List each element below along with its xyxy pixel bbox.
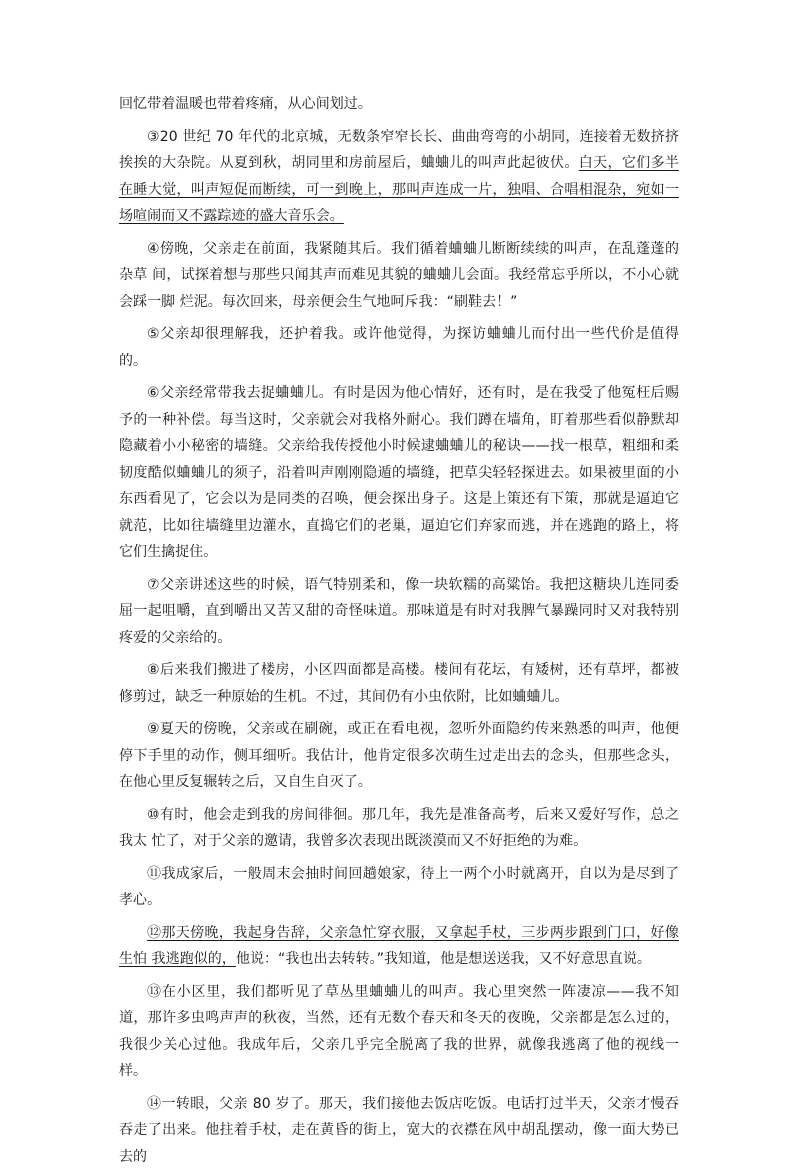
- document-page: [119, 91, 679, 1176]
- paragraph-text: ⑭一转眼，父亲 80 岁了。那天，我们接他去饭店吃饭。电话打过半天，父亲才慢吞吞走了出来。他拄着手杖，走在黄昏的街上，宽大的衣襟在风中胡乱摆动，像一面大势已去的: [119, 1095, 679, 1165]
- paragraph-text: ⑪我成家后，一般周末会抽时间回趟娘家，待上一两个小时就离开，自以为是尽到了孝心。: [119, 865, 679, 908]
- paragraph-text: ⑩有时，他会走到我的房间徘徊。那几年，我先是准备高考，后来又爱好写作，总之我太 忙了，对于父亲的邀请，我曾多次表现出既淡漠而又不好拒绝的为难。: [119, 806, 679, 849]
- paragraph-12: [119, 920, 679, 973]
- paragraph-text: ③20 世纪 70 年代的北京城，无数条窄窄长长、曲曲弯弯的小胡同，连接着无数挤挤挨挨的大杂院。从夏到秋，胡同里和房前屋后，蛐蛐儿的叫声此起彼伏。: [119, 128, 679, 171]
- paragraph-5: [119, 321, 679, 374]
- paragraph-14: [119, 1091, 679, 1171]
- paragraph-intro-tail: [119, 91, 679, 118]
- paragraph-13: [119, 979, 679, 1085]
- paragraph-7: [119, 572, 679, 652]
- paragraph-6: [119, 380, 679, 566]
- underlined-sentence: 我起身告辞，父亲急忙穿衣服，又拿起手杖，三步两步跟到门口，好像生怕 我逃跑似的，: [119, 924, 679, 967]
- paragraph-text: ⑤父亲却很理解我，还护着我。或许他觉得，为探访蛐蛐儿而付出一些代价是值得的。: [119, 326, 679, 369]
- paragraph-8: [119, 657, 679, 710]
- paragraph-text: ⑨夏天的傍晚，父亲或在刷碗，或正在看电视，忽听外面隐约传来熟悉的叫声，他便停下手里的动作，侧耳细听。我估计，他肯定很多次萌生过走出去的念头，但那些念头，在他心里反复辗转之后，又自生自灭了。: [119, 721, 679, 790]
- paragraph-11: [119, 861, 679, 914]
- paragraph-text: ④傍晚，父亲走在前面，我紧随其后。我们循着蛐蛐儿断断续续的叫声，在乱蓬蓬的杂草 间，试探着想与那些只闻其声而难见其貌的蛐蛐儿会面。我经常忘乎所以，不小心就会踩一脚 烂泥。每次回来，母亲便会生气地呵斥我：“刷鞋去！”: [119, 240, 679, 310]
- underlined-sentence: ⑫那天傍晚，: [147, 924, 234, 941]
- paragraph-4: [119, 236, 679, 316]
- paragraph-text: 他说：“我也出去转转。”我知道，他是想送送我，又不好意思直说。: [235, 951, 651, 967]
- paragraph-text: ⑦父亲讲述这些的时候，语气特别柔和，像一块软糯的高粱饴。我把这糖块儿连同委屈一起咀嚼，直到嚼出又苦又甜的奇怪味道。那味道是有时对我脾气暴躁同时又对我特别疼爱的父亲给的。: [119, 576, 679, 646]
- paragraph-text: 回忆带着温暖也带着疼痛，从心间划过。: [119, 96, 372, 112]
- paragraph-9: [119, 716, 679, 796]
- paragraph-text: ⑧后来我们搬进了楼房，小区四面都是高楼。楼间有花坛，有矮树，还有草坪，都被修剪过，缺乏一种原始的生机。不过，其间仍有小虫依附，比如蛐蛐儿。: [119, 662, 679, 705]
- underlined-sentence: 白天，它们多半在睡大觉，叫声短促而断续，可一到晚上，那叫声连成一片，独唱、合唱相混杂，宛如一场喧闹而又不露踪迹的盛大音乐会。: [119, 155, 679, 224]
- paragraph-text: ⑥父亲经常带我去捉蛐蛐儿。有时是因为他心情好，还有时，是在我受了他冤枉后赐予的一种补偿。每当这时，父亲就会对我格外耐心。我们蹲在墙角，盯着那些看似静默却隐藏着小小秘密的墙缝。父亲给我传授他小时候逮蛐蛐儿的秘诀——找一根草，粗细和柔韧度酷似蛐蛐儿的须子，沿着叫声刚刚隐遁的墙缝，把草尖轻轻探进去。如果被里面的小东西看见了，它会以为是同类的召唤，便会探出身子。这是上策还有下策，那就是逼迫它就范，比如往墙缝里边灌水，直捣它们的老巢，逼迫它们弃家而逃，并在逃跑的路上，将它们生擒捉住。: [119, 385, 679, 560]
- paragraph-text: ⑬在小区里，我们都听见了草丛里蛐蛐儿的叫声。我心里突然一阵凄凉——我不知道，那许多虫鸣声声的秋夜，当然，还有无数个春天和冬天的夜晚，父亲都是怎么过的，我很少关心过他。我成年后，父亲几乎完全脱离了我的世界，就像我逃离了他的视线一样。: [119, 983, 679, 1079]
- paragraph-3: [119, 124, 679, 230]
- paragraph-10: [119, 802, 679, 855]
